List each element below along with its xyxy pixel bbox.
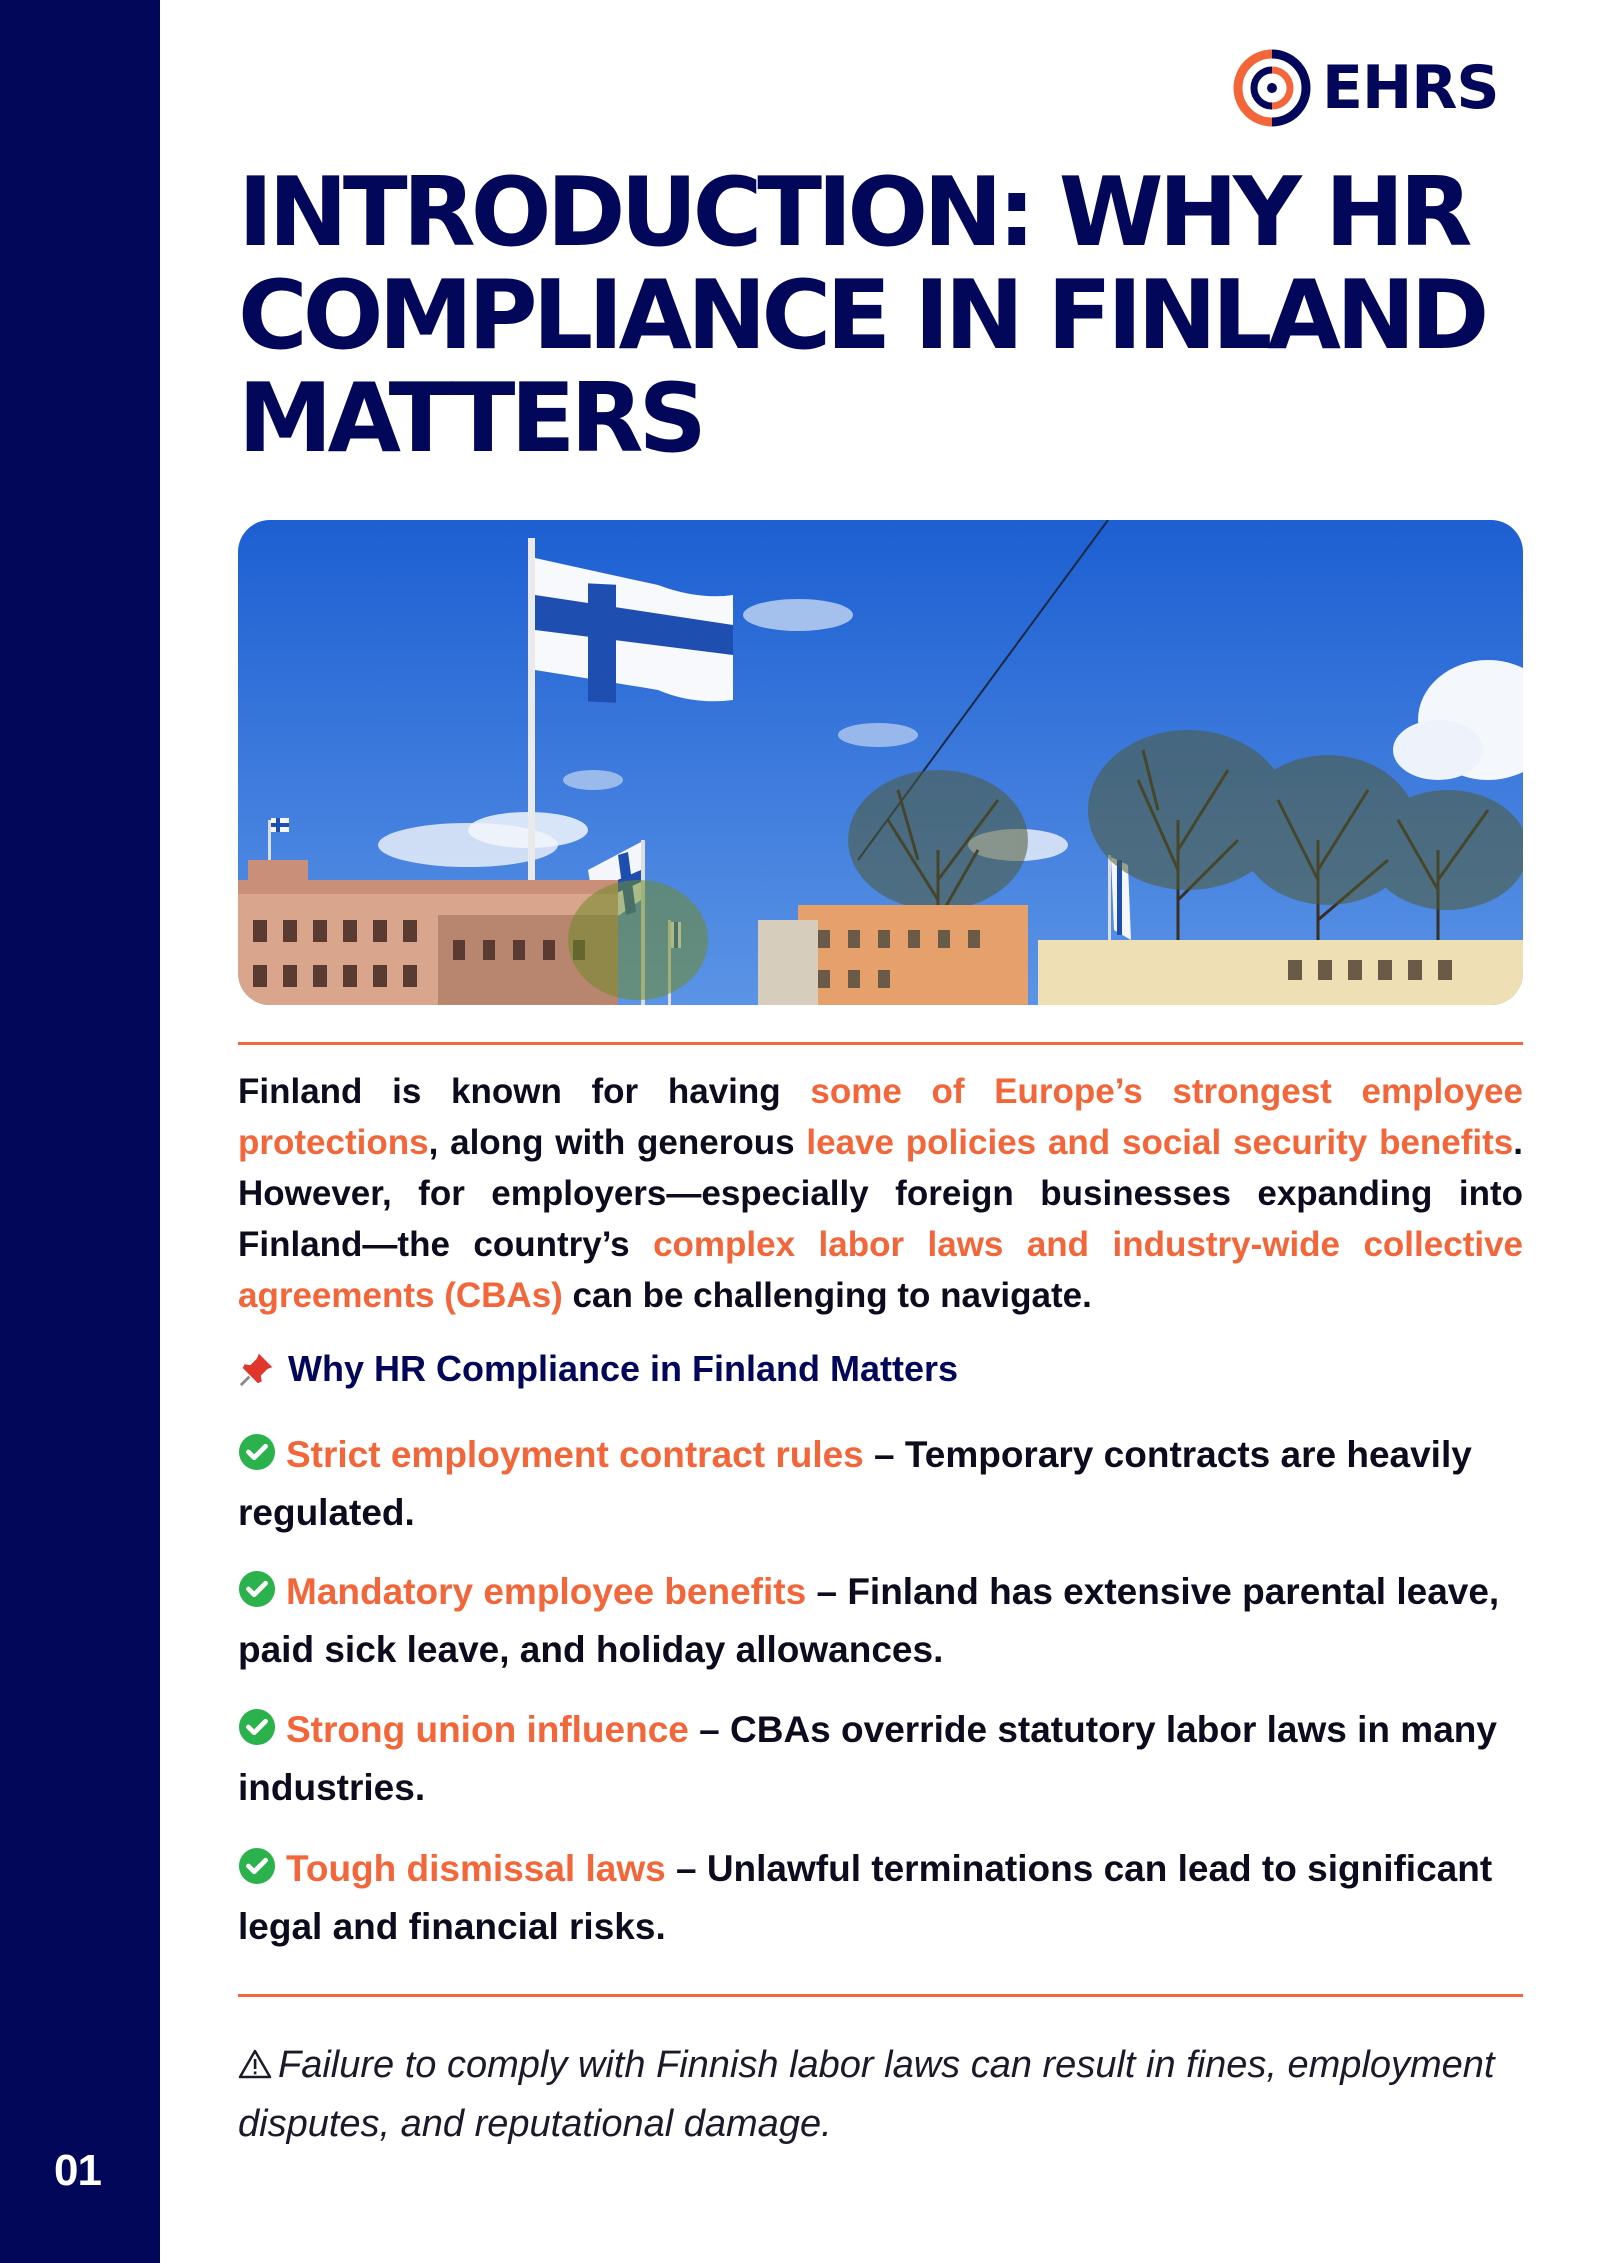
intro-highlight: some of Europe’s strongest employee protections [238,1072,1523,1162]
bullet-item [238,1840,1523,1956]
ehrs-logo-icon [1232,48,1312,128]
hero-image [238,520,1523,1005]
check-circle-icon [238,1570,276,1608]
finland-flags-photo-icon [238,520,1523,1005]
pushpin-icon [238,1350,276,1388]
intro-text: , along with generous [428,1123,807,1162]
bullet-text: – Finland has extensive parental leave, paid sick leave, and holiday allowances. [238,1571,1500,1670]
check-circle-icon [238,1433,276,1471]
bullet-text: – Unlawful terminations can lead to significant legal and financial risks. [238,1848,1493,1947]
subheading-text: Why HR Compliance in Finland Matters [288,1348,959,1389]
intro-paragraph [238,1066,1523,1321]
bullet-highlight: Mandatory employee benefits [286,1571,807,1612]
brand-name: EHRS [1322,53,1499,123]
intro-text: can be challenging to navigate. [562,1276,1092,1315]
warning-text: Failure to comply with Finnish labor laws can result in fines, employment disputes, and reputational damage. [238,2044,1495,2145]
bullet-text: – Temporary contracts are heavily regulated. [238,1434,1472,1533]
warning-icon [238,2048,272,2080]
section-subheading [238,1348,958,1390]
bullet-highlight: Strict employment contract rules [286,1434,864,1475]
brand-logo [1232,48,1499,128]
bullet-highlight: Tough dismissal laws [286,1848,666,1889]
warning-note [238,2036,1523,2154]
bullet-highlight: Strong union influence [286,1709,689,1750]
check-circle-icon [238,1708,276,1746]
intro-text: Finland is known for having [238,1072,811,1111]
intro-text: . However, for employers—especially foreign businesses expanding into Finland—the country’s [238,1123,1523,1264]
page-title: INTRODUCTION: WHY HR COMPLIANCE IN FINLAND MATTERS [238,158,1485,474]
bullet-item [238,1563,1523,1679]
bullet-text: – CBAs override statutory labor laws in many industries. [238,1709,1497,1808]
sidebar [0,0,160,2263]
check-circle-icon [238,1847,276,1885]
page-number: 01 [54,2146,101,2195]
divider-bottom [238,1994,1523,1997]
divider-top [238,1042,1523,1045]
bullet-item [238,1426,1523,1542]
bullet-item [238,1701,1523,1817]
intro-highlight: leave policies and social security benefits [806,1123,1514,1162]
intro-highlight: complex labor laws and industry-wide collective agreements (CBAs) [238,1225,1523,1315]
